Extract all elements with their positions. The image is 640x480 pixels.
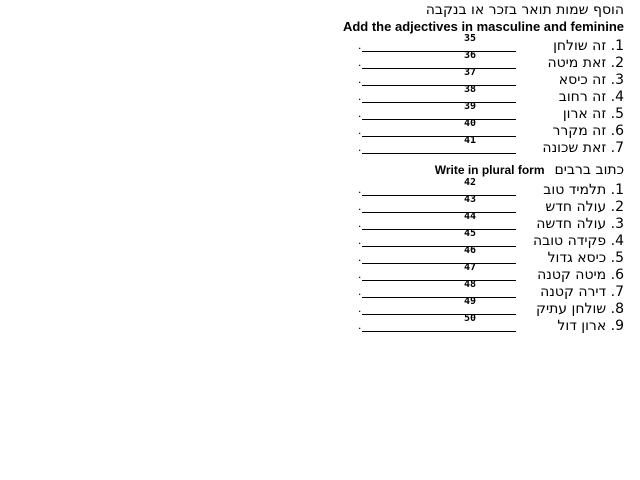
line-end-period: . [358, 216, 362, 230]
answer-number: 48 [463, 279, 477, 290]
line-end-period: . [358, 318, 362, 332]
answer-number: 38 [463, 84, 477, 95]
answer-number: 43 [463, 194, 477, 205]
answer-number: 44 [463, 211, 477, 222]
line-end-period: . [358, 233, 362, 247]
exercise-row [0, 262, 640, 284]
answer-number: 39 [463, 101, 477, 112]
line-end-period: . [358, 89, 362, 103]
answer-number: 49 [463, 296, 477, 307]
line-end-period: . [358, 284, 362, 298]
exercise-label: 4. זה רחוב [558, 89, 624, 105]
exercise-label: 3. זה כיסא [558, 72, 624, 88]
exercise-row [0, 313, 640, 335]
exercise-label: 6. מיטה קטנה [537, 267, 624, 283]
exercise-row [0, 177, 640, 199]
line-end-period: . [358, 301, 362, 315]
line-end-period: . [358, 72, 362, 86]
answer-number: 45 [463, 228, 477, 239]
exercise-row [0, 50, 640, 72]
exercise-label: 4. פקידה טובה [532, 233, 624, 249]
plural-hebrew-instruction: כתוב ברבים [554, 162, 624, 178]
line-end-period: . [358, 250, 362, 264]
exercise-label: 5. כיסא גדול [547, 250, 624, 266]
line-end-period: . [358, 199, 362, 213]
exercise-row [0, 211, 640, 233]
line-end-period: . [358, 55, 362, 69]
exercise-row [0, 279, 640, 301]
line-end-period: . [358, 140, 362, 154]
exercise-row [0, 135, 640, 157]
exercise-label: 5. זה ארון [562, 106, 624, 122]
exercise-label: 1. תלמיד טוב [543, 182, 624, 198]
exercise-label: 1. זה שולחן [553, 38, 624, 54]
exercise-row [0, 33, 640, 55]
exercise-label: 7. דירה קטנה [540, 284, 624, 300]
line-end-period: . [358, 38, 362, 52]
exercise-row [0, 67, 640, 89]
hebrew-instruction: הוסף שמות תואר בזכר או בנקבה [425, 2, 624, 18]
exercise-label: 7. זאת שכונה [542, 140, 624, 156]
answer-number: 42 [463, 177, 477, 188]
exercise-row [0, 101, 640, 123]
exercise-row [0, 118, 640, 140]
answer-number: 50 [463, 313, 477, 324]
answer-number: 35 [463, 33, 477, 44]
line-end-period: . [358, 267, 362, 281]
answer-number: 47 [463, 262, 477, 273]
exercise-row [0, 84, 640, 106]
english-instruction: Add the adjectives in masculine and feminine [342, 19, 624, 34]
answer-number: 37 [463, 67, 477, 78]
answer-number: 46 [463, 245, 477, 256]
exercise-row [0, 228, 640, 250]
answer-blank[interactable] [362, 140, 516, 154]
exercise-label: 6. זה מקרר [552, 123, 624, 139]
exercise-label: 3. עולה חדשה [536, 216, 624, 232]
line-end-period: . [358, 106, 362, 120]
answer-number: 41 [463, 135, 477, 146]
exercise-label: 2. זאת מיטה [547, 55, 624, 71]
exercise-label: 8. שולחן עתיק [536, 301, 624, 317]
line-end-period: . [358, 182, 362, 196]
exercise-row [0, 245, 640, 267]
exercise-row [0, 194, 640, 216]
answer-blank[interactable] [362, 318, 516, 332]
answer-number: 36 [463, 50, 477, 61]
line-end-period: . [358, 123, 362, 137]
exercise-row [0, 296, 640, 318]
plural-english-instruction: Write in plural form [434, 163, 545, 177]
exercise-label: 9. ארון דול [557, 318, 624, 334]
exercise-label: 2. עולה חדש [545, 199, 624, 215]
answer-number: 40 [463, 118, 477, 129]
